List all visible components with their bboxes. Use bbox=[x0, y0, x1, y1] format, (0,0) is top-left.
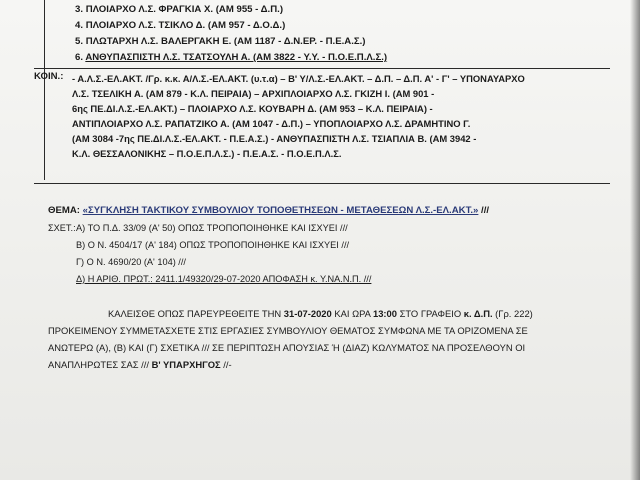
recipients-list bbox=[75, 0, 595, 66]
meeting-time: 13:00 bbox=[372, 308, 397, 319]
body-line: ΑΝΑΠΛΗΡΩΤΕΣ ΣΑΣ /// Β' ΥΠΑΡΧΗΓΟΣ //- bbox=[48, 359, 232, 370]
koin-line: Λ.Σ. ΤΣΕΛΙΚΗ Α. (ΑΜ 879 - Κ.Λ. ΠΕΙΡΑΙΑ) – ΑΡΧΙΠΛΟΙΑΡΧΟ Λ.Σ. ΓΚΙΖΗ Ι. (ΑΜ 901 - bbox=[72, 88, 435, 99]
signatory: Β' ΥΠΑΡΧΗΓΟΣ bbox=[151, 359, 221, 370]
subject-text: «ΣΥΓΚΛΗΣΗ ΤΑΚΤΙΚΟΥ ΣΥΜΒΟΥΛΙΟΥ ΤΟΠΟΘΕΤΗΣΕΩΝ - ΜΕΤΑΘΕΣΕΩΝ Λ.Σ.-ΕΛ.ΑΚΤ.» bbox=[82, 205, 479, 216]
reference-item: Γ) Ο Ν. 4690/20 (Α' 104) /// bbox=[76, 257, 186, 267]
reference-item: Β) Ο Ν. 4504/17 (Α' 184) ΟΠΩΣ ΤΡΟΠΟΠΟΙΗΘΗΚΕ ΚΑΙ ΙΣΧΥΕΙ /// bbox=[76, 240, 350, 250]
photo-edge-shadow bbox=[630, 0, 640, 480]
koin-line: - Α.Λ.Σ.-ΕΛ.ΑΚΤ. /Γρ. κ.κ. Α/Λ.Σ.-ΕΛ.ΑΚΤ. (υ.τ.α) – Β' Υ/Λ.Σ.-ΕΛ.ΑΚΤ. – Δ.Π. – Δ.Π. Α' - Γ' – ΥΠΟΝΑΥΑΡΧΟ bbox=[72, 73, 525, 84]
meeting-date: 31-07-2020 bbox=[283, 308, 332, 319]
left-margin-line bbox=[44, 0, 45, 180]
recipient-item: 6. ΑΝΘΥΠΑΣΠΙΣΤΗ Λ.Σ. ΤΣΑΤΣΟΥΛΗ Α. (ΑΜ 3822 - Υ.Υ. - Π.Ο.Ε.Π.Λ.Σ.) bbox=[75, 52, 388, 63]
reference-item: ΣΧΕΤ.:Α) ΤΟ Π.Δ. 33/09 (Α' 50) ΟΠΩΣ ΤΡΟΠΟΠΟΙΗΘΗΚΕ ΚΑΙ ΙΣΧΥΕΙ /// bbox=[48, 220, 371, 237]
body-paragraph bbox=[48, 305, 608, 373]
subject-label: ΘΕΜΑ: bbox=[48, 205, 80, 216]
koin-line: ΑΝΤΙΠΛΟΙΑΡΧΟ Λ.Σ. ΡΑΠΑΤΖΙΚΟ Α. (ΑΜ 1047 - Δ.Π.) – ΥΠΟΠΛΟΙΑΡΧΟ Λ.Σ. ΔΡΑΜΗΤΙΝΟ Γ. bbox=[72, 118, 471, 129]
divider-line bbox=[34, 68, 610, 69]
references-block bbox=[48, 220, 371, 288]
subject-line: ΘΕΜΑ: «ΣΥΓΚΛΗΣΗ ΤΑΚΤΙΚΟΥ ΣΥΜΒΟΥΛΙΟΥ ΤΟΠΟΘΕΤΗΣΕΩΝ - ΜΕΤΑΘΕΣΕΩΝ Λ.Σ.-ΕΛ.ΑΚΤ.» /// bbox=[48, 205, 490, 216]
koin-block bbox=[72, 71, 622, 161]
recipient-item: 3. ΠΛΟΙΑΡΧΟ Λ.Σ. ΦΡΑΓΚΙΑ Χ. (ΑΜ 955 - Δ.Π.) bbox=[75, 4, 284, 15]
divider-line bbox=[34, 183, 610, 184]
koin-label: ΚΟΙΝ.: bbox=[34, 71, 64, 82]
recipient-item: 5. ΠΛΩΤΑΡΧΗ Λ.Σ. ΒΑΛΕΡΓΑΚΗ Ε. (ΑΜ 1187 - Δ.Ν.ΕΡ. - Π.Ε.Α.Σ.) bbox=[75, 36, 366, 47]
body-line: ΑΝΩΤΕΡΩ (Α), (Β) ΚΑΙ (Γ) ΣΧΕΤΙΚΑ /// ΣΕ ΠΕΡΙΠΤΩΣΗ ΑΠΟΥΣΙΑΣ Ή (ΔΙΑΖ) ΚΩΛΥΜΑΤΟΣ ΝΑ ΠΡΟΣΕΛΘΟΥΝ ΟΙ bbox=[48, 342, 526, 353]
reference-item: Δ) Η ΑΡΙΘ. ΠΡΩΤ.: 2411.1/49320/29-07-2020 ΑΠΟΦΑΣΗ κ. Υ.ΝΑ.Ν.Π. /// bbox=[76, 274, 372, 284]
body-line: ΚΑΛΕΙΣΘΕ ΟΠΩΣ ΠΑΡΕΥΡΕΘΕΙΤΕ ΤΗΝ 31-07-2020 ΚΑΙ ΩΡΑ 13:00 ΣΤΟ ΓΡΑΦΕΙΟ κ. Δ.Π. (Γρ. 222) bbox=[108, 308, 533, 319]
body-line: ΠΡΟΚΕΙΜΕΝΟΥ ΣΥΜΜΕΤΑΣΧΕΤΕ ΣΤΙΣ ΕΡΓΑΣΙΕΣ ΣΥΜΒΟΥΛΙΟΥ ΘΕΜΑΤΟΣ ΣΥΜΦΩΝΑ ΜΕ ΤΑ ΟΡΙΖΟΜΕΝΑ ΣΕ bbox=[48, 325, 528, 336]
koin-line: 6ης ΠΕ.ΔΙ.Λ.Σ.-ΕΛ.ΑΚΤ.) – ΠΛΟΙΑΡΧΟ Λ.Σ. ΚΟΥΒΑΡΗ Δ. (ΑΜ 953 – Κ.Λ. ΠΕΙΡΑΙΑ) - bbox=[72, 103, 433, 114]
references-label: ΣΧΕΤ.: bbox=[48, 223, 76, 233]
recipient-item: 4. ΠΛΟΙΑΡΧΟ Λ.Σ. ΤΣΙΚΛΟ Δ. (ΑΜ 957 - Δ.Ο.Δ.) bbox=[75, 20, 286, 31]
koin-line: Κ.Λ. ΘΕΣΣΑΛΟΝΙΚΗΣ – Π.Ο.Ε.Π.Λ.Σ.) - Π.Ε.Α.Σ. - Π.Ο.Ε.Π.Λ.Σ. bbox=[72, 148, 342, 159]
koin-line: (ΑΜ 3084 -7ης ΠΕ.ΔΙ.Λ.Σ.-ΕΛ.ΑΚΤ. - Π.Ε.Α.Σ.) - ΑΝΘΥΠΑΣΠΙΣΤΗ Λ.Σ. ΤΣΙΑΠΛΙΑ Β. (ΑΜ 3942 - bbox=[72, 133, 477, 144]
